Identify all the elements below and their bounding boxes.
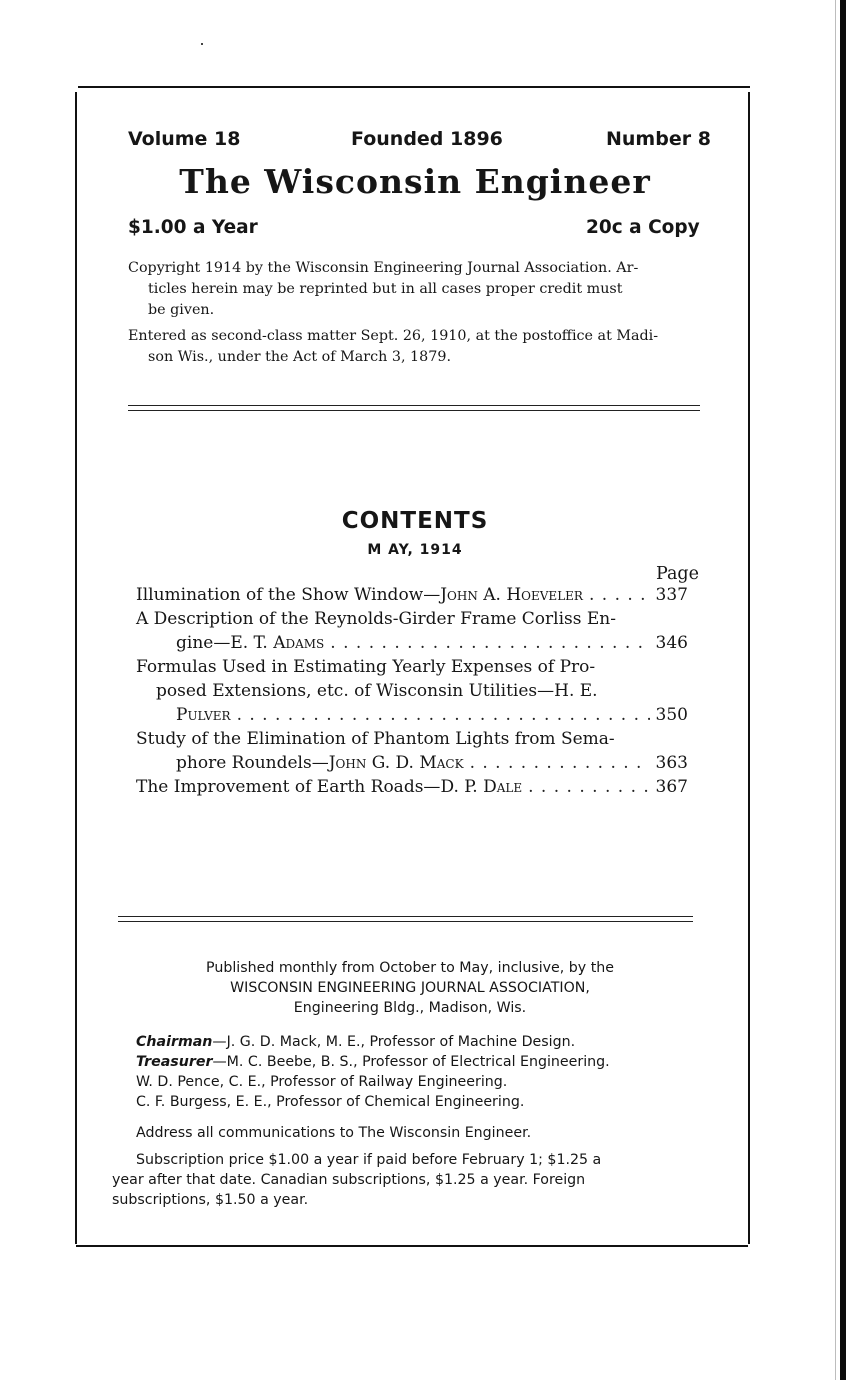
entry-line: Entered as second-class matter Sept. 26, 1910, at the postoffice at Madi-: [128, 328, 659, 344]
officer-line: [136, 1052, 610, 1072]
contents-entry: [136, 775, 688, 799]
entry-title: Formulas Used in Estimating Yearly Expenses of Pro-: [136, 657, 596, 677]
officer-text: —M. C. Beebe, B. S., Professor of Electrical Engineering.: [212, 1054, 610, 1070]
leader-dots: [528, 775, 649, 799]
founded-label: Founded 1896: [351, 128, 503, 150]
entry-author: John A. Hoeveler: [440, 585, 583, 605]
volume-label: Volume 18: [128, 128, 241, 150]
subscription-line: Subscription price $1.00 a year if paid before February 1; $1.25 a: [136, 1152, 602, 1168]
entry-title: gine—: [176, 633, 231, 653]
publisher-line: WISCONSIN ENGINEERING JOURNAL ASSOCIATION,: [230, 980, 590, 996]
entry-title: The Improvement of Earth Roads—: [136, 777, 441, 797]
frame-rule-top: [78, 86, 750, 88]
entry-page: 337: [655, 585, 688, 605]
frame-rule-left: [75, 92, 77, 1244]
copyright-line: ticles herein may be reprinted but in all cases proper credit must: [148, 281, 623, 297]
contents-entry: [136, 583, 688, 607]
entry-author: D. P. Dale: [440, 777, 523, 797]
leader-dots: [330, 631, 649, 655]
officer-role: Chairman: [136, 1034, 213, 1050]
masthead-title: The Wisconsin Engineer: [179, 162, 651, 201]
entry-notice: [128, 326, 658, 368]
officer-line: [136, 1092, 524, 1112]
entry-title: A Description of the Reynolds-Girder Frame Corliss En-: [136, 609, 616, 629]
officer-text: C. F. Burgess, E. E., Professor of Chemical Engineering.: [136, 1094, 525, 1110]
price-year: $1.00 a Year: [128, 217, 258, 238]
copyright-notice: [128, 258, 638, 321]
frame-rule-right: [748, 92, 750, 1244]
officer-role: Treasurer: [136, 1054, 213, 1070]
contents-title: CONTENTS: [341, 508, 489, 534]
contents-entry: [136, 727, 688, 775]
copyright-line: be given.: [148, 302, 215, 318]
contents-date: M AY, 1914: [367, 542, 463, 558]
officer-text: W. D. Pence, C. E., Professor of Railway Engineering.: [136, 1074, 508, 1090]
entry-title: Illumination of the Show Window—: [136, 585, 441, 605]
frame-rule-bottom: [76, 1245, 748, 1247]
contents-entry: [136, 607, 688, 655]
officer-line: [136, 1072, 507, 1092]
leader-dots: [237, 703, 650, 727]
price-copy: 20c a Copy: [586, 217, 700, 238]
publisher-line: Published monthly from October to May, inclusive, by the: [206, 960, 614, 976]
entry-author: John G. D. Mack: [328, 753, 464, 773]
entry-title: phore Roundels—: [176, 753, 329, 773]
copyright-line: Copyright 1914 by the Wisconsin Engineering Journal Association. Ar-: [128, 260, 639, 276]
publisher-line: Engineering Bldg., Madison, Wis.: [293, 1000, 527, 1016]
print-speck: [201, 43, 203, 45]
entry-title: Study of the Elimination of Phantom Lights from Sema-: [136, 729, 615, 749]
number-label: Number 8: [606, 128, 711, 150]
officer-line: [136, 1032, 575, 1052]
entry-page: 346: [655, 633, 688, 653]
entry-line: son Wis., under the Act of March 3, 1879.: [148, 349, 451, 365]
contents-entry: [136, 655, 688, 727]
divider-line: [128, 410, 700, 411]
leader-dots: [470, 751, 650, 775]
entry-title: posed Extensions, etc. of Wisconsin Utilities—H. E.: [156, 681, 598, 701]
page-column-label: Page: [656, 564, 699, 584]
publisher-block: [0, 958, 820, 1018]
contents-list: [136, 583, 688, 799]
subscription-line: year after that date. Canadian subscriptions, $1.25 a year. Foreign: [112, 1172, 586, 1188]
subscription-note: [112, 1150, 601, 1210]
entry-page: 363: [655, 753, 688, 773]
leader-dots: [589, 583, 650, 607]
entry-page: 350: [655, 705, 688, 725]
subscription-line: subscriptions, $1.50 a year.: [112, 1192, 309, 1208]
entry-page: 367: [655, 777, 688, 797]
scan-edge-shadow: [835, 0, 836, 1380]
scan-edge-bar: [840, 0, 846, 1380]
entry-author: E. T. Adams: [230, 633, 325, 653]
address-note: Address all communications to The Wisconsin Engineer.: [136, 1125, 532, 1141]
divider-line: [118, 921, 693, 922]
divider-line: [118, 916, 693, 917]
divider-line: [128, 405, 700, 406]
officer-text: —J. G. D. Mack, M. E., Professor of Machine Design.: [212, 1034, 576, 1050]
entry-author: Pulver: [176, 705, 231, 725]
